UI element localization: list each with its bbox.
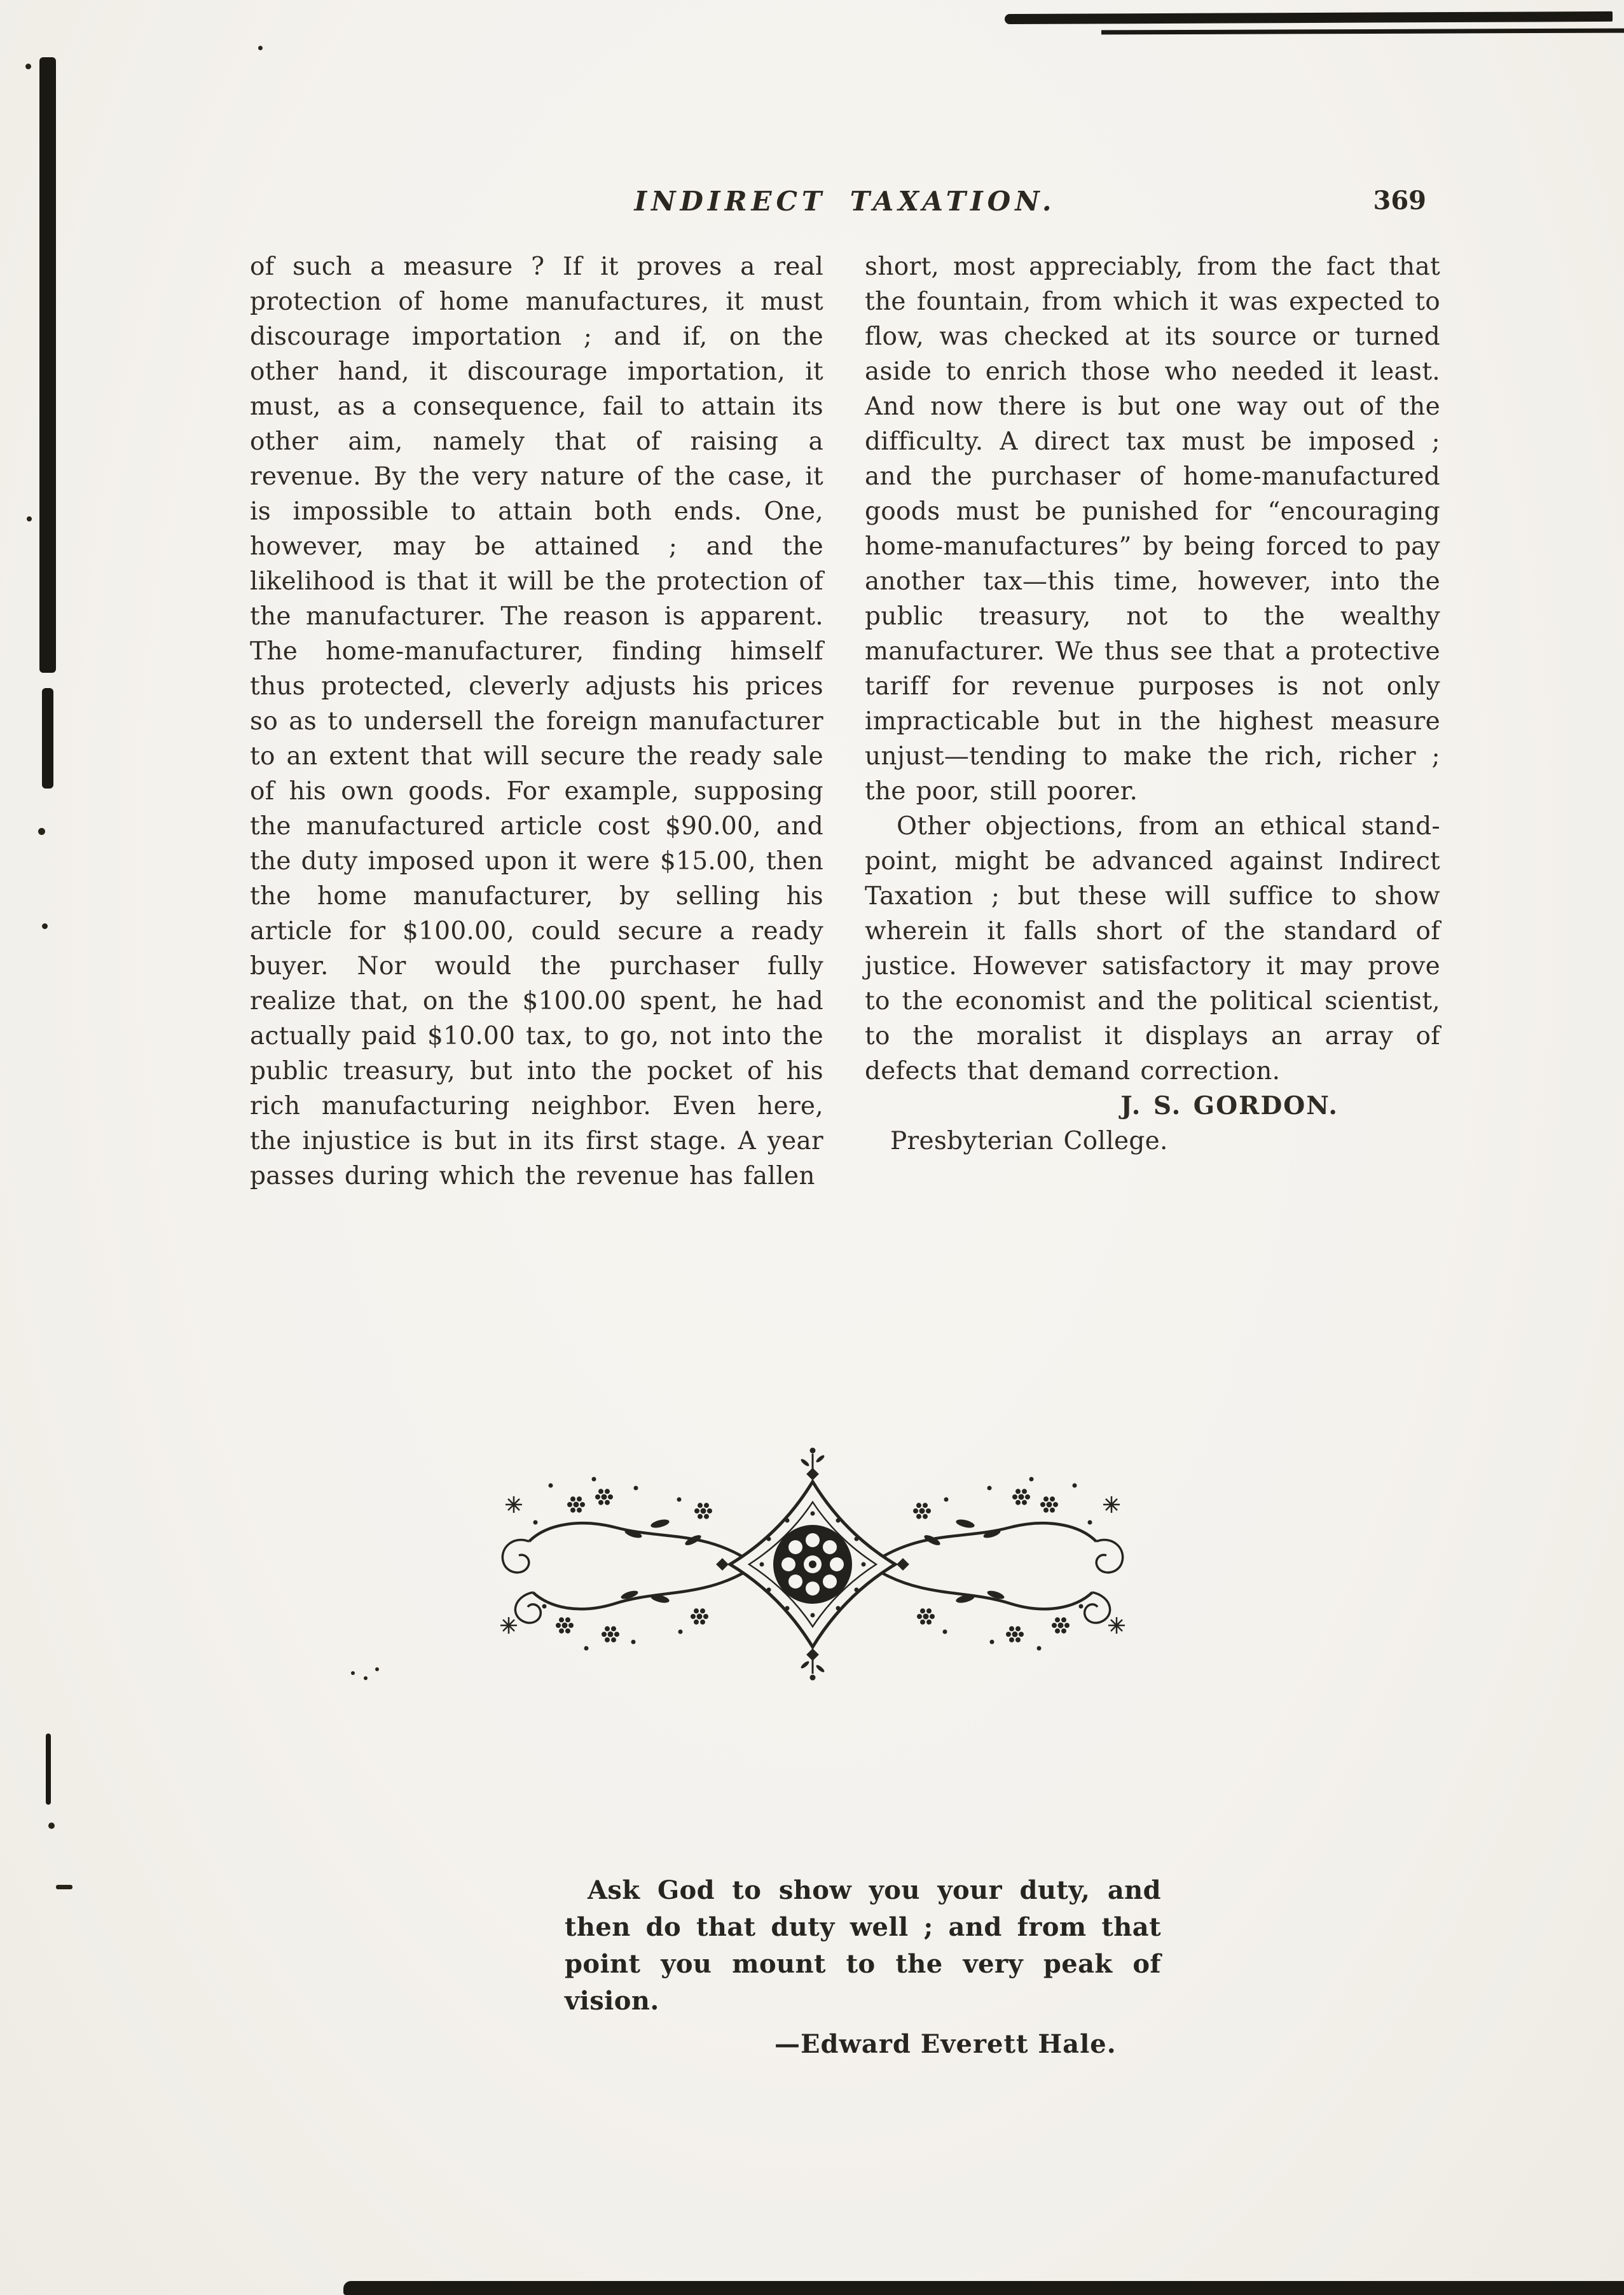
signature-name: J. S. GORDON. (1120, 1091, 1338, 1120)
scan-artifact-top-bar (1005, 11, 1613, 24)
scan-speck (38, 828, 45, 835)
scan-artifact-top-bar-thin (1101, 29, 1624, 35)
scan-artifact-binding-bar (39, 57, 56, 673)
scan-speck (258, 46, 263, 50)
scan-speck (25, 64, 31, 69)
closing-quote (565, 1872, 1161, 2063)
article-column-left (250, 249, 823, 1194)
scan-speck (42, 923, 48, 929)
scan-artifact-bottom-bar (343, 2281, 1624, 2295)
article-column-right (865, 249, 1440, 1159)
page-header (250, 186, 1440, 224)
quote-text: Ask God to show you your duty, and then do that duty well ; and from that point you mount to the very peak of vision. (565, 1875, 1161, 2016)
fleuron-graphic (469, 1444, 1156, 1685)
scan-speck-dash (56, 1885, 72, 1889)
scan-artifact-binding-bar-2 (42, 688, 53, 789)
signature-affiliation: Presbyterian College. (890, 1127, 1168, 1155)
quote-attribution: —Edward Everett Hale. (774, 2029, 1117, 2059)
scan-speck (48, 1823, 55, 1829)
scan-speck (375, 1667, 379, 1671)
scan-artifact-binding-dash (46, 1733, 51, 1805)
scan-speck (27, 516, 32, 521)
paragraph-continuation: of such a measure ? If it proves a real protection of home manufactures, it must discourage importation ; and if, on the other hand, it discourage importation, it must, as a consequence, fail to attain its other aim, namely that of raising a revenue. By the very nature of the case, it is impossible to attain both ends. One, however, may be attained ; and the likelihood is that it will be the protection of the manufacturer. The reason is apparent. The home-manufacturer, finding himself thus protected, cleverly adjusts his prices so as to undersell the foreign manufacturer to an extent that will secure the ready sale of his own goods. For example, supposing the manufactured article cost $90.00, and the duty imposed upon it were $15.00, then the home manufacturer, by selling his article for $100.00, could secure a ready buyer. Nor would the purchaser fully realize that, on the $100.00 spent, he had actually paid $10.00 tax, to go, not into the public treasury, but into the pocket of his rich manufacturing neighbor. Even here, the injustice is but in its first stage. A year passes during which the revenue has fallen (250, 252, 823, 1190)
scan-speck (364, 1676, 368, 1680)
running-title: INDIRECT TAXATION. (634, 186, 1056, 217)
paragraph: Other objections, from an ethical stand-point, might be advanced against Indirect Taxation ; but these will suffice to show wherein it falls short of the standard of justice. However satisfactory it may prove to the economist and the political scientist, to the moralist it displays an array of defects that demand correction. (865, 812, 1440, 1085)
paragraph: short, most appreciably, from the fact that the fountain, from which it was expected to flow, was checked at its source or turned aside to enrich those who needed it least. And now there is but one way out of the difficulty. A direct tax must be imposed ; and the purchaser of home-manufactured goods must be punished for “encouraging home-manufactures” by being forced to pay another tax—this time, however, into the public treasury, not to the wealthy manufacturer. We thus see that a protective tariff for revenue purposes is not only impracticable but in the highest measure unjust—tending to make the rich, richer ; the poor, still poorer. (865, 252, 1440, 806)
fleuron-ornament (469, 1444, 1156, 1685)
scan-speck (351, 1671, 355, 1675)
page-number: 369 (1373, 186, 1426, 216)
